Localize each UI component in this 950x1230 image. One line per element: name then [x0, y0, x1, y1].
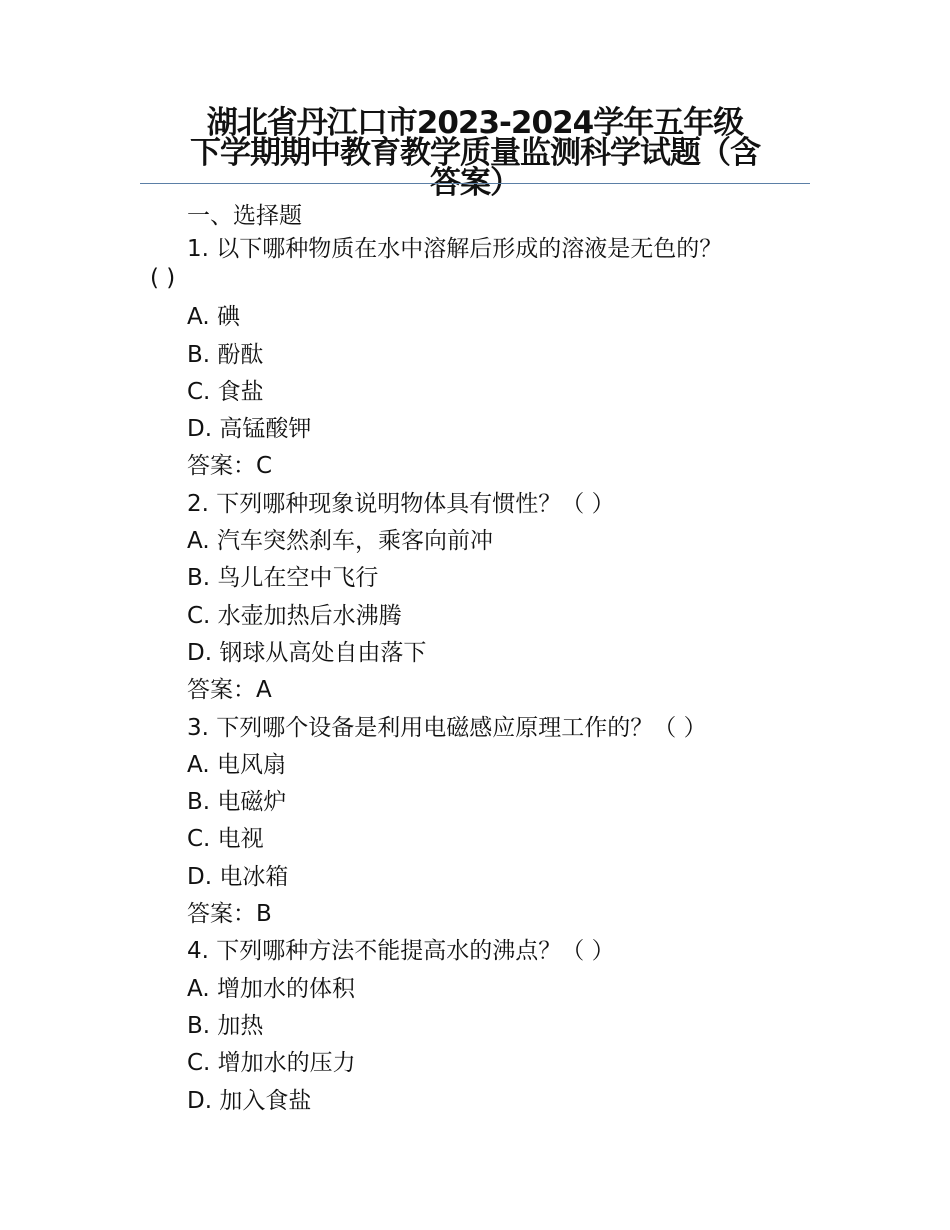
question-4-stem: 4. 下列哪种方法不能提高水的沸点？（ ）: [187, 938, 615, 965]
question-stem-continuation: ( ): [150, 265, 176, 292]
title-line-3: 答案）: [430, 165, 520, 201]
document-body: [150, 198, 810, 1120]
question-4-option-c: C. 增加水的压力: [187, 1050, 356, 1077]
question-1-option-a: A. 碘: [187, 304, 240, 331]
question-4-option-b: B. 加热: [187, 1012, 264, 1039]
title-line-2: 下学期期中教育教学质量监测科学试题（含: [190, 135, 760, 171]
question-1-option-d: D. 高锰酸钾: [187, 416, 312, 443]
question-2-option-c: C. 水壶加热后水沸腾: [187, 602, 402, 629]
question-4-option-a: A. 增加水的体积: [187, 975, 355, 1002]
question-3-option-d: D. 电冰箱: [187, 863, 289, 890]
question-3-option-b: B. 电磁炉: [187, 789, 287, 816]
title-divider: [140, 183, 810, 184]
question-2-stem: 2. 下列哪种现象说明物体具有惯性？（ ）: [187, 490, 615, 517]
document-title: [140, 105, 810, 201]
question-3-answer: 答案：B: [187, 901, 272, 928]
title-line-1: 湖北省丹江口市2023-2024学年五年级: [206, 105, 744, 141]
question-2-answer: 答案：A: [187, 677, 272, 704]
question-4-option-d: D. 加入食盐: [187, 1087, 312, 1114]
question-1-option-b: B. 酚酞: [187, 341, 264, 368]
question-1-stem: [150, 235, 810, 293]
question-2-option-b: B. 鸟儿在空中飞行: [187, 565, 379, 592]
section-heading: 一、选择题: [187, 203, 302, 229]
question-2-option-d: D. 钢球从高处自由落下: [187, 639, 427, 666]
question-1-answer: 答案：C: [187, 453, 273, 480]
question-2-option-a: A. 汽车突然刹车，乘客向前冲: [187, 528, 493, 555]
question-3-option-c: C. 电视: [187, 826, 264, 853]
question-stem-text: 1. 以下哪种物质在水中溶解后形成的溶液是无色的？: [187, 236, 723, 263]
question-1-option-c: C. 食盐: [187, 378, 264, 405]
question-3-option-a: A. 电风扇: [187, 751, 286, 778]
question-3-stem: 3. 下列哪个设备是利用电磁感应原理工作的？（ ）: [187, 714, 707, 741]
